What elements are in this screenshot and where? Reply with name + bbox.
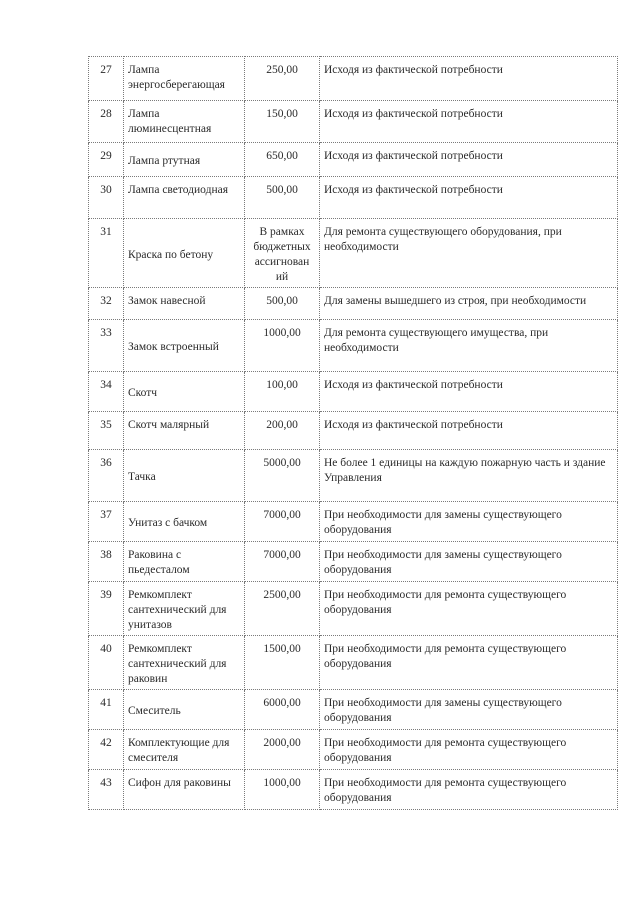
item-justification: При необходимости для ремонта существующего оборудования [320, 636, 618, 690]
item-price: 500,00 [245, 177, 320, 219]
table-row [89, 582, 618, 636]
table-row [89, 219, 618, 288]
row-number: 38 [89, 542, 124, 582]
row-number: 34 [89, 372, 124, 412]
item-name: Замок навесной [124, 288, 245, 320]
table-row [89, 450, 618, 502]
item-name: Лампа светодиодная [124, 177, 245, 219]
table-row [89, 636, 618, 690]
item-price: 200,00 [245, 412, 320, 450]
item-justification: Исходя из фактической потребности [320, 372, 618, 412]
item-justification: Для ремонта существующего оборудования, при необходимости [320, 219, 618, 288]
item-price: 150,00 [245, 101, 320, 143]
row-number: 42 [89, 730, 124, 770]
item-justification: Для замены вышедшего из строя, при необходимости [320, 288, 618, 320]
item-price: 1000,00 [245, 770, 320, 810]
item-price: 100,00 [245, 372, 320, 412]
table-row [89, 143, 618, 177]
table-row [89, 730, 618, 770]
row-number: 37 [89, 502, 124, 542]
item-name: Тачка [124, 450, 245, 502]
items-table [88, 56, 618, 810]
item-price: 650,00 [245, 143, 320, 177]
item-name: Краска по бетону [124, 219, 245, 288]
table-row [89, 288, 618, 320]
item-name: Лампа ртутная [124, 143, 245, 177]
item-justification: При необходимости для ремонта существующего оборудования [320, 730, 618, 770]
item-justification: При необходимости для замены существующего оборудования [320, 502, 618, 542]
table-row [89, 372, 618, 412]
item-justification: При необходимости для замены существующего оборудования [320, 690, 618, 730]
row-number: 39 [89, 582, 124, 636]
item-justification: Исходя из фактической потребности [320, 143, 618, 177]
row-number: 33 [89, 320, 124, 372]
item-justification: Не более 1 единицы на каждую пожарную часть и здание Управления [320, 450, 618, 502]
item-name: Унитаз с бачком [124, 502, 245, 542]
item-price: 6000,00 [245, 690, 320, 730]
table-row [89, 502, 618, 542]
row-number: 40 [89, 636, 124, 690]
item-justification: Исходя из фактической потребности [320, 101, 618, 143]
item-price: 2500,00 [245, 582, 320, 636]
item-justification: При необходимости для ремонта существующего оборудования [320, 582, 618, 636]
item-price: 250,00 [245, 57, 320, 101]
item-justification: При необходимости для ремонта существующего оборудования [320, 770, 618, 810]
table-row [89, 320, 618, 372]
table-row [89, 770, 618, 810]
item-price: 500,00 [245, 288, 320, 320]
row-number: 31 [89, 219, 124, 288]
table-row [89, 101, 618, 143]
item-name: Скотч малярный [124, 412, 245, 450]
item-price: 7000,00 [245, 502, 320, 542]
row-number: 27 [89, 57, 124, 101]
table-row [89, 177, 618, 219]
row-number: 29 [89, 143, 124, 177]
row-number: 36 [89, 450, 124, 502]
item-price: В рамках бюджетных ассигнован ий [245, 219, 320, 288]
item-justification: Для ремонта существующего имущества, при необходимости [320, 320, 618, 372]
item-name: Ремкомплект сантехнический для раковин [124, 636, 245, 690]
item-name: Замок встроенный [124, 320, 245, 372]
item-justification: Исходя из фактической потребности [320, 412, 618, 450]
item-name: Ремкомплект сантехнический для унитазов [124, 582, 245, 636]
item-name: Скотч [124, 372, 245, 412]
item-justification: Исходя из фактической потребности [320, 177, 618, 219]
item-price: 1500,00 [245, 636, 320, 690]
row-number: 35 [89, 412, 124, 450]
table-row [89, 412, 618, 450]
item-name: Комплектующие для смесителя [124, 730, 245, 770]
item-price: 7000,00 [245, 542, 320, 582]
table-row [89, 690, 618, 730]
row-number: 41 [89, 690, 124, 730]
item-name: Лампа энергосберегающая [124, 57, 245, 101]
item-name: Смеситель [124, 690, 245, 730]
items-table-body [89, 57, 618, 810]
row-number: 30 [89, 177, 124, 219]
item-justification: При необходимости для замены существующего оборудования [320, 542, 618, 582]
item-name: Лампа люминесцентная [124, 101, 245, 143]
item-price: 2000,00 [245, 730, 320, 770]
table-row [89, 542, 618, 582]
item-name: Сифон для раковины [124, 770, 245, 810]
item-justification: Исходя из фактической потребности [320, 57, 618, 101]
row-number: 28 [89, 101, 124, 143]
row-number: 32 [89, 288, 124, 320]
item-price: 5000,00 [245, 450, 320, 502]
item-name: Раковина с пьедесталом [124, 542, 245, 582]
row-number: 43 [89, 770, 124, 810]
table-row [89, 57, 618, 101]
item-price: 1000,00 [245, 320, 320, 372]
